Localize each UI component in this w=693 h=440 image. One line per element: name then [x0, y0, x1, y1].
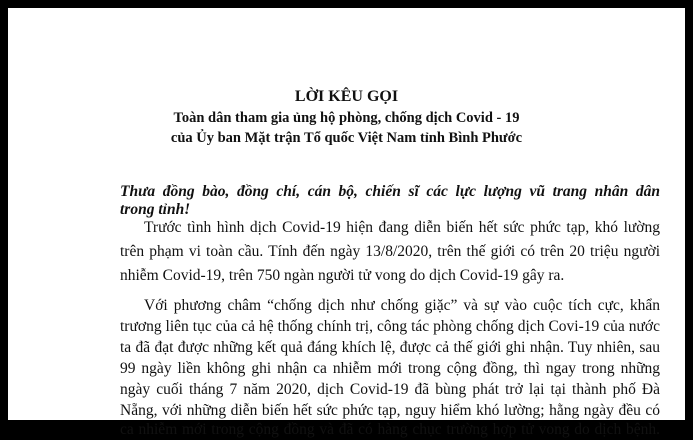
paragraph-2-line-4: 99 ngày liền không ghi nhận ca nhiễm mới trong cộng đồng, thì ngay trong những — [120, 360, 660, 377]
paragraph-2-line-6: Nẵng, với những diễn biến hết sức phức tạp, nguy hiểm khó lường; hằng ngày đều có — [120, 402, 660, 419]
greeting-line-1: Thưa đồng bào, đồng chí, cán bộ, chiến sĩ các lực lượng vũ trang nhân dân — [120, 183, 660, 200]
paragraph-1-line-3: nhiễm Covid-19, trên 750 ngàn người tử vong do dịch Covid-19 gây ra. — [120, 267, 565, 284]
paragraph-1-line-2: trên phạm vi toàn cầu. Tính đến ngày 13/8/2020, trên thế giới có trên 20 triệu người — [120, 243, 660, 260]
paragraph-2-line-7: ca nhiễm mới trong cộng đồng và đã có hàng chục trường hợp tử vong do dịch bệnh. — [120, 421, 660, 438]
document-title: LỜI KÊU GỌI — [294, 88, 399, 105]
document-subtitle-1: Toàn dân tham gia ủng hộ phòng, chống dịch Covid - 19 — [173, 110, 520, 126]
paragraph-2-line-3: ta đã đạt được những kết quả đáng khích lệ, được cả thế giới ghi nhận. Tuy nhiên, sau — [120, 339, 660, 356]
paragraph-2-line-2: trương liên tục của cả hệ thống chính trị, công tác phòng chống dịch Covi-19 của nước — [120, 318, 660, 335]
greeting-line-2: trong tỉnh! — [120, 201, 191, 218]
document-subtitle-2: của Ủy ban Mặt trận Tổ quốc Việt Nam tỉnh Bình Phước — [170, 130, 523, 146]
paragraph-1-line-1: Trước tình hình dịch Covid-19 hiện đang diễn biến hết sức phức tạp, khó lường — [144, 219, 660, 236]
paragraph-2-line-5: ngày cuối tháng 7 năm 2020, dịch Covid-19 đã bùng phát trở lại tại thành phố Đà — [120, 381, 660, 398]
paragraph-2-line-1: Với phương châm “chống dịch như chống giặc” và sự vào cuộc tích cực, khẩn — [144, 297, 660, 314]
document-page — [8, 8, 685, 438]
